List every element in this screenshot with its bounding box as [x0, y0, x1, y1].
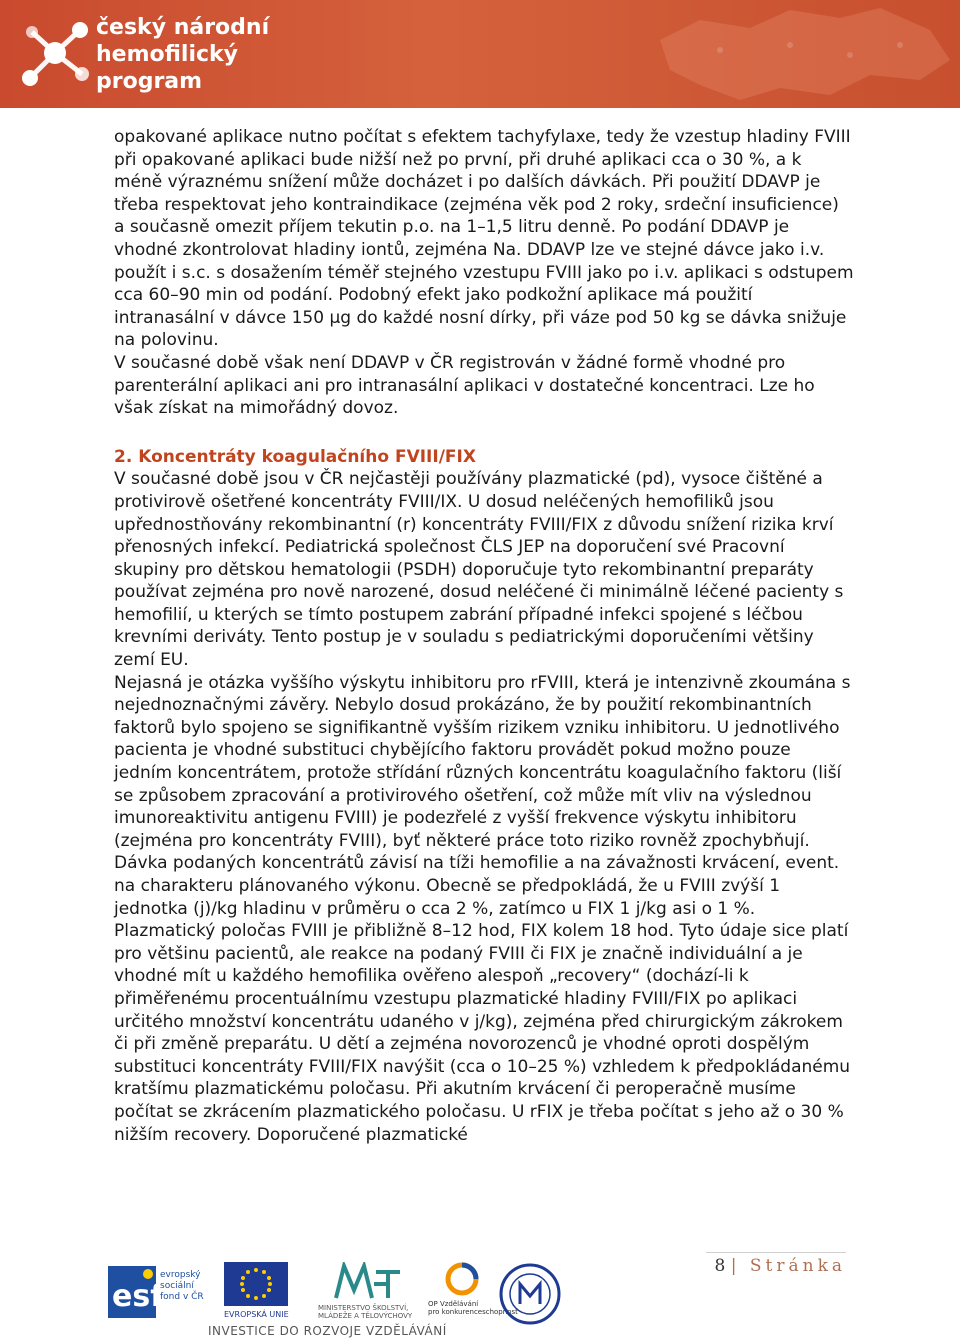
eu-logo	[224, 1262, 308, 1322]
msmt-line-1: MINISTERSTVO ŠKOLSTVÍ,	[318, 1304, 409, 1312]
logo-line-2: hemofilický	[96, 42, 239, 67]
muni-logo	[498, 1262, 562, 1326]
page-word: Stránka	[749, 1256, 846, 1276]
esf-logo-text	[160, 1270, 204, 1303]
spacer	[114, 420, 854, 446]
paragraph-ddavp: opakované aplikace nutno počítat s efektem tachyfylaxe, tedy že vzestup hladiny FVIII při opakované aplikaci bude nižší než po první, při druhé aplikaci cca o 30 %, a k méně výraznému snížení může docházet i po dalších dávkách. Při použití DDAVP je třeba respektovat jeho kontraindikace (zejména věk pod 2 roky, srdeční insuficience) a současně omezit příjem tekutin p.o. na 1–1,5 litru denně. Po podání DDAVP je vhodné zkontrolovat hladiny iontů, zejména Na. DDAVP lze ve stejné dávce jako i.v. použít i s.c. s dosažením téměř stejného vzestupu FVIII jako po i.v. aplikaci s odstupem cca 60–90 min od podání. Podobný efekt jako podkožní aplikace má použití intranasální v dávce 150 μg do každé nosní dírky, při váze pod 50 kg se dávka snižuje na polovinu.	[114, 127, 854, 351]
op-icon	[442, 1262, 482, 1296]
section-heading: 2. Koncentráty koagulačního FVIII/FIX	[114, 446, 476, 467]
header-banner	[0, 0, 960, 108]
op-line-2: pro konkurenceschopnost	[428, 1308, 518, 1316]
page-number-value: 8	[714, 1256, 726, 1276]
document-body	[114, 126, 854, 1146]
czech-map-icon	[640, 0, 960, 108]
eu-flag-icon	[224, 1262, 288, 1306]
svg-text:esf: esf	[112, 1279, 164, 1314]
esf-line-2: sociální	[160, 1281, 194, 1291]
paragraph-inhibitors: Nejasná je otázka vyššího výskytu inhibitoru pro rFVIII, která je intenzivně zkoumána s nejednoznačnými závěry. Nebylo dosud prokázáno, že by použití rekombinantních faktorů bylo spojeno se signifikantně vyšším rizikem vzniku inhibitoru. U jednotlivého pacienta je vhodné substituci chybějícího faktoru provádět pokud možno pouze jedním koncentrátem, protože střídání různých koncentrátu koagulačního faktoru (liší se způsobem zpracování a protivirového ošetření, což může mít vliv na výslednou imunoreaktivitu antigenu FVIII) je podezřelé z vyšší frekvence výskytu inhibitoru (zejména pro koncentráty FVIII), byť některé práce toto riziko rovněž zpochybňují. Dávka podaných koncentrátů závisí na tíži hemofilie a na závažnosti krvácení, event. na charakteru plánovaného výkonu. Obecně se předpokládá, že u FVIII zvýší 1 jednotka (j)/kg hladinu v průměru o cca 2 %, zatímco u FIX 1 j/kg asi o 1 %. Plazmatický poločas FVIII je přibližně 8–12 hod, FIX kolem 18 hod. Tyto údaje sice platí pro většinu pacientů, ale reakce na podaný FVIII či FIX je značně individuální a je vhodné mít u každého hemofilika ověřeno alespoň „recovery“ (dochází-li k přiměřenému procentuálnímu vzestupu plazmatické hladiny FVIII/FIX po aplikaci určitého množství koncentrátu udaného v j/kg), zejména před chirurgickým zákrokem či při změně preparátu. U dětí a zejména novorozenců je vhodné oproti dospělým substituci koncentráty FVIII/FIX navýšit (cca o 10–25 %) vzhledem k předpokládanému kratšímu plazmatickému poločasu. Při akutním krvácení či peroperačně musíme počítat se zkrácením plazmatického poločasu. U rFIX je třeba počítat s jeho až o 30 % nižším recovery. Doporučené plazmatické	[114, 672, 851, 1145]
page-separator: |	[730, 1256, 750, 1276]
header-logo-text	[96, 14, 269, 95]
footer-logos	[108, 1262, 568, 1326]
esf-line-3: fond v ČR	[160, 1292, 204, 1302]
eu-logo-text: EVROPSKÁ UNIE	[224, 1310, 289, 1319]
msmt-line-2: MLÁDEŽE A TĚLOVÝCHOVY	[318, 1312, 413, 1320]
msmt-icon	[334, 1262, 404, 1302]
page-number	[700, 1256, 846, 1276]
esf-line-1: evropský	[160, 1270, 201, 1280]
msmt-logo	[318, 1262, 422, 1322]
esf-logo	[108, 1262, 220, 1322]
paragraph-concentrates: V současné době jsou v ČR nejčastěji používány plazmatické (pd), vysoce čištěné a protivirově ošetřené koncentráty FVIII/IX. U dosud neléčených hemofiliků jsou upřednostňovány rekombinantní (r) koncentráty FVIII/FIX z důvodu snížení rizika krví přenosných infekcí. Pediatrická společnost ČLS JEP na doporučení své Pracovní skupiny pro dětskou hematologii (PSDH) doporučuje tyto rekombinantní preparáty používat zejména pro nově narozené, dosud neléčené či minimálně léčené pacienty s hemofilií, u kterých se tímto postupem zabrání případné infekci spojené s léčbou krevními deriváty. Tento postup je v souladu s pediatrickými doporučeními většiny zemí EU.	[114, 469, 844, 671]
op-line-1: OP Vzdělávání	[428, 1300, 479, 1308]
logo-line-1: český národní	[96, 15, 270, 40]
muni-seal-icon	[498, 1262, 562, 1326]
footer-divider	[706, 1252, 846, 1253]
paragraph-ddavp-registration: V současné době však není DDAVP v ČR registrován v žádné formě vhodné pro parenterální aplikaci ani pro intranasální aplikaci v dostatečné koncentraci. Lze ho však získat na mimořádný dovoz.	[114, 352, 815, 419]
msmt-logo-text	[318, 1304, 412, 1320]
op-logo	[428, 1262, 518, 1322]
logos-caption: INVESTICE DO ROZVOJE VZDĚLÁVÁNÍ	[208, 1324, 447, 1338]
hemophilia-program-logo-icon	[10, 8, 100, 98]
logo-line-3: program	[96, 69, 203, 94]
